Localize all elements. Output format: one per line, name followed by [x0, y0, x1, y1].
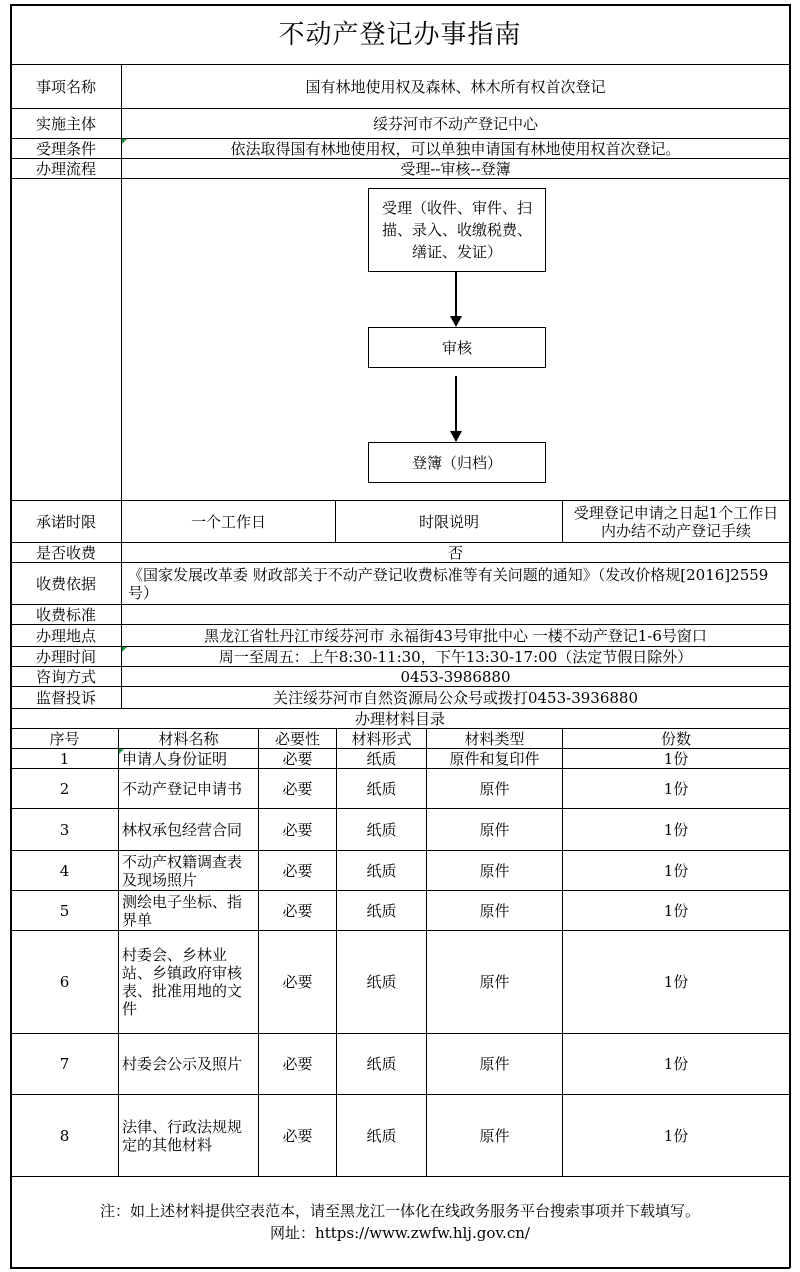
flow-arrow-1 — [455, 272, 457, 318]
agency-value: 绥芬河市不动产登记中心 — [372, 114, 538, 133]
row-type: 原件 — [479, 1055, 510, 1073]
standard-value — [122, 605, 789, 624]
row-index: 3 — [59, 820, 70, 839]
row-index: 1 — [59, 749, 70, 768]
row-material: 不动产登记申请书 — [122, 779, 243, 798]
row-count: 1份 — [663, 1126, 689, 1145]
row-index: 4 — [59, 861, 70, 880]
row-type: 原件 — [479, 820, 510, 839]
row-form: 纸质 — [366, 1055, 397, 1073]
row-material: 村委会公示及照片 — [122, 1055, 243, 1073]
process-label: 办理流程 — [35, 159, 96, 178]
row-material: 村委会、乡林业站、乡镇政府审核表、批准用地的文件 — [122, 946, 243, 1018]
flow-step-accept: 受理（收件、审件、扫描、录入、收缴税费、缮证、发证） — [368, 188, 546, 272]
row-form: 纸质 — [366, 749, 397, 768]
row-count: 1份 — [663, 901, 689, 920]
row-type: 原件和复印件 — [449, 749, 540, 768]
row-count: 1份 — [663, 1055, 689, 1073]
complaint-value: 关注绥芬河市自然资源局公众号或拨打0453-3936880 — [272, 688, 639, 707]
row-form: 纸质 — [366, 973, 397, 991]
promise-note: 受理登记申请之日起1个工作日内办结不动产登记手续 — [573, 503, 779, 540]
page-title: 不动产登记办事指南 — [278, 19, 522, 50]
row-index: 2 — [59, 779, 70, 798]
promise-label: 承诺时限 — [35, 512, 96, 531]
row-count: 1份 — [663, 749, 689, 768]
flow-step-register: 登簿（归档） — [368, 442, 546, 483]
header-index: 序号 — [49, 729, 80, 748]
materials-title: 办理材料目录 — [354, 709, 445, 728]
row-type: 原件 — [479, 973, 510, 991]
row-count: 1份 — [663, 820, 689, 839]
item-name-value: 国有林地使用权及森林、林木所有权首次登记 — [305, 77, 606, 96]
row-index: 6 — [59, 973, 70, 991]
footer-url: 网址：https://www.zwfw.hlj.gov.cn/ — [270, 1224, 530, 1242]
contact-value: 0453-3986880 — [400, 667, 511, 686]
row-material: 不动产权籍调查表及现场照片 — [122, 852, 243, 889]
contact-label: 咨询方式 — [35, 667, 96, 686]
location-label: 办理地点 — [35, 626, 96, 645]
condition-label: 受理条件 — [35, 139, 96, 158]
row-type: 原件 — [479, 861, 510, 880]
row-necessity: 必要 — [282, 901, 313, 920]
row-necessity: 必要 — [282, 779, 313, 798]
row-form: 纸质 — [366, 1126, 397, 1145]
header-name: 材料名称 — [158, 729, 219, 748]
row-necessity: 必要 — [282, 749, 313, 768]
process-value: 受理--审核--登簿 — [400, 159, 511, 178]
agency-label: 实施主体 — [35, 114, 96, 133]
row-necessity: 必要 — [282, 1126, 313, 1145]
hours-value: 周一至周五：上午8:30-11:30，下午13:30-17:00（法定节假日除外） — [218, 647, 693, 666]
row-necessity: 必要 — [282, 1055, 313, 1073]
complaint-label: 监督投诉 — [35, 688, 96, 707]
location-value: 黑龙江省牡丹江市绥芬河市 永福街43号审批中心 一楼不动产登记1-6号窗口 — [204, 626, 707, 645]
row-index: 7 — [59, 1055, 70, 1073]
promise-value: 一个工作日 — [190, 512, 266, 531]
row-material: 林权承包经营合同 — [122, 820, 243, 839]
basis-value: 《国家发展改革委 财政部关于不动产登记收费标准等有关问题的通知》（发改价格规[2016]2559号） — [128, 565, 769, 602]
basis-label: 收费依据 — [35, 574, 96, 593]
flow-step-review: 审核 — [368, 327, 546, 368]
header-count: 份数 — [660, 729, 691, 748]
row-form: 纸质 — [366, 820, 397, 839]
standard-label: 收费标准 — [35, 605, 96, 624]
row-form: 纸质 — [366, 861, 397, 880]
row-count: 1份 — [663, 779, 689, 798]
footer-note: 注：如上述材料提供空表范本，请至黑龙江一体化在线政务服务平台搜索事项并下载填写。 — [99, 1202, 700, 1220]
promise-note-label: 时限说明 — [418, 512, 479, 531]
condition-value: 依法取得国有林地使用权，可以单独申请国有林地使用权首次登记。 — [230, 139, 681, 158]
row-index: 5 — [59, 901, 70, 920]
row-count: 1份 — [663, 973, 689, 991]
row-type: 原件 — [479, 901, 510, 920]
row-necessity: 必要 — [282, 861, 313, 880]
header-form: 材料形式 — [351, 729, 412, 748]
row-count: 1份 — [663, 861, 689, 880]
header-necessity: 必要性 — [274, 729, 320, 748]
row-form: 纸质 — [366, 779, 397, 798]
hours-label: 办理时间 — [35, 647, 96, 666]
row-material: 测绘电子坐标、指界单 — [122, 892, 243, 929]
row-necessity: 必要 — [282, 820, 313, 839]
row-material: 申请人身份证明 — [122, 749, 228, 768]
row-type: 原件 — [479, 1126, 510, 1145]
flow-arrow-2 — [455, 376, 457, 432]
row-type: 原件 — [479, 779, 510, 798]
charge-label: 是否收费 — [35, 543, 96, 562]
header-type: 材料类型 — [464, 729, 525, 748]
item-name-label: 事项名称 — [35, 77, 96, 96]
row-index: 8 — [59, 1126, 70, 1145]
row-necessity: 必要 — [282, 973, 313, 991]
charge-value: 否 — [447, 543, 463, 562]
row-material: 法律、行政法规规定的其他材料 — [122, 1117, 243, 1154]
row-form: 纸质 — [366, 901, 397, 920]
